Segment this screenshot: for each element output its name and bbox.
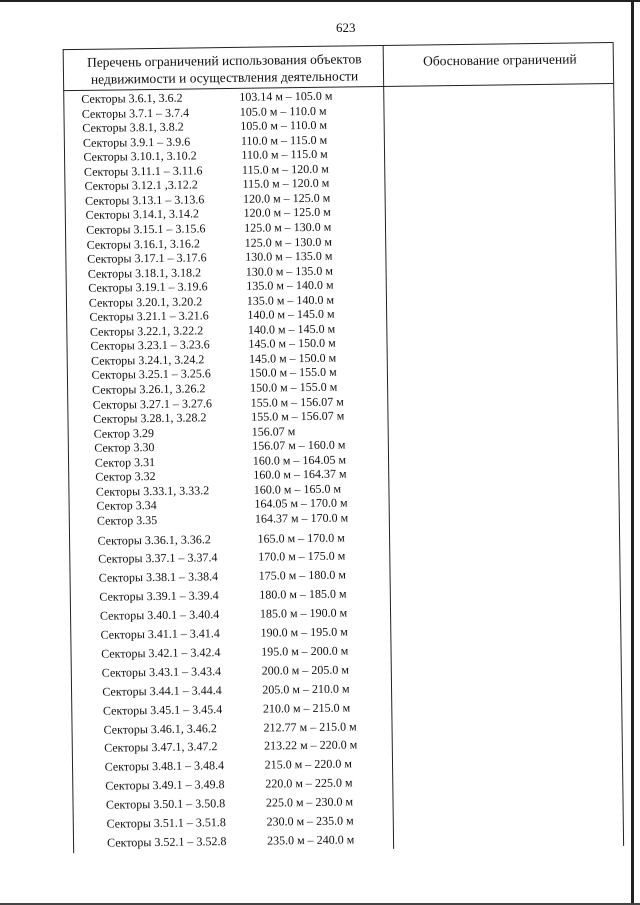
sector-name: Секторы 3.16.1, 3.16.2 xyxy=(86,235,201,252)
height-range: 220.0 м – 225.0 м xyxy=(265,775,353,791)
sector-name: Секторы 3.40.1 – 3.40.4 xyxy=(99,607,220,623)
height-range: 180.0 м – 185.0 м xyxy=(259,586,347,602)
height-range: 175.0 м – 180.0 м xyxy=(258,567,347,583)
sector-name: Секторы 3.25.1 – 3.25.6 xyxy=(91,366,211,383)
sector-name: Секторы 3.36.1, 3.36.2 xyxy=(97,531,211,548)
height-range: 135.0 м – 140.0 м xyxy=(246,277,334,293)
height-range: 230.0 м – 235.0 м xyxy=(266,813,354,829)
sector-name: Секторы 3.8.1, 3.8.2 xyxy=(82,119,184,136)
height-range: 135.0 м – 140.0 м xyxy=(246,292,335,308)
height-range: 125.0 м – 130.0 м xyxy=(244,234,332,250)
height-range: 165.0 м – 170.0 м xyxy=(257,530,345,546)
sector-name: Секторы 3.38.1 – 3.38.4 xyxy=(98,569,219,586)
sector-name: Секторы 3.10.1, 3.10.2 xyxy=(83,148,197,165)
height-range: 210.0 м – 215.0 м xyxy=(262,700,351,716)
header-justification: Обоснование ограничений xyxy=(422,51,577,69)
sector-name: Секторы 3.51.1 – 3.51.8 xyxy=(106,815,226,831)
sector-name: Секторы 3.13.1 – 3.13.6 xyxy=(84,192,205,208)
height-range: 195.0 м – 200.0 м xyxy=(261,643,349,659)
sector-name: Секторы 3.6.1, 3.6.2 xyxy=(81,90,183,106)
sector-name: Сектор 3.30 xyxy=(94,440,155,455)
sector-name: Секторы 3.18.1, 3.18.2 xyxy=(87,264,202,281)
height-range: 164.37 м – 170.0 м xyxy=(254,510,349,526)
sector-name: Секторы 3.27.1 – 3.27.6 xyxy=(92,395,213,412)
sector-name: Секторы 3.42.1 – 3.42.4 xyxy=(101,645,221,661)
height-range: 160.0 м – 164.37 м xyxy=(253,466,347,483)
table-left-border xyxy=(63,49,75,853)
height-range: 130.0 м – 135.0 м xyxy=(245,263,334,279)
sector-name: Секторы 3.11.1 – 3.11.6 xyxy=(83,163,203,179)
height-range: 110.0 м – 115.0 м xyxy=(241,146,328,163)
height-range: 160.0 м – 165.0 м xyxy=(253,481,342,497)
sector-name: Сектор 3.31 xyxy=(94,454,156,470)
height-range: 140.0 м – 145.0 м xyxy=(247,306,335,323)
height-range: 125.0 м – 130.0 м xyxy=(244,219,332,235)
sector-name: Секторы 3.23.1 – 3.23.6 xyxy=(90,337,210,354)
height-range: 205.0 м – 210.0 м xyxy=(262,681,350,697)
height-range: 190.0 м – 195.0 м xyxy=(260,624,348,640)
sector-name: Сектор 3.32 xyxy=(95,469,156,485)
sector-name: Сектор 3.35 xyxy=(96,512,158,528)
sector-name: Секторы 3.49.1 – 3.49.8 xyxy=(105,777,225,793)
sector-name: Секторы 3.28.1, 3.28.2 xyxy=(93,410,207,426)
height-range: 156.07 м – 160.0 м xyxy=(252,437,346,453)
table-right-border xyxy=(613,42,625,846)
height-range: 170.0 м – 175.0 м xyxy=(258,548,346,565)
sector-name: Секторы 3.45.1 – 3.45.4 xyxy=(102,701,223,718)
sector-name: Секторы 3.24.1, 3.24.2 xyxy=(90,352,205,368)
height-range: 200.0 м – 205.0 м xyxy=(261,662,350,678)
sector-name: Секторы 3.12.1 ,3.12.2 xyxy=(84,177,198,194)
table-top-border xyxy=(63,42,613,50)
sector-name: Секторы 3.14.1, 3.14.2 xyxy=(85,206,200,223)
scan-edge-right xyxy=(631,0,634,905)
height-range: 225.0 м – 230.0 м xyxy=(265,794,354,810)
height-range: 212.77 м – 215.0 м xyxy=(263,718,357,735)
sector-name: Секторы 3.43.1 – 3.43.4 xyxy=(101,663,222,680)
header-restrictions-list: Перечень ограничений использования объектов недвижимости и осуществления деятельности xyxy=(86,51,362,87)
sector-name: Секторы 3.48.1 – 3.48.4 xyxy=(104,758,225,774)
height-range: 185.0 м – 190.0 м xyxy=(259,605,348,621)
sector-name: Секторы 3.41.1 – 3.41.4 xyxy=(100,626,220,642)
height-range: 145.0 м – 150.0 м xyxy=(248,350,337,366)
height-range: 130.0 м – 135.0 м xyxy=(245,248,333,264)
sector-name: Секторы 3.7.1 – 3.7.4 xyxy=(81,105,190,121)
sector-name: Секторы 3.22.1, 3.22.2 xyxy=(89,323,204,339)
height-range: 105.0 м – 110.0 м xyxy=(240,117,328,133)
sector-name: Секторы 3.21.1 – 3.21.6 xyxy=(89,308,209,325)
sector-name: Сектор 3.29 xyxy=(93,425,155,441)
sector-name: Секторы 3.50.1 – 3.50.8 xyxy=(105,796,226,812)
sector-name: Сектор 3.34 xyxy=(96,498,157,514)
sector-name: Секторы 3.17.1 – 3.17.6 xyxy=(87,250,207,266)
height-range: 164.05 м – 170.0 м xyxy=(254,495,348,512)
height-range: 215.0 м – 220.0 м xyxy=(264,756,352,772)
height-range: 110.0 м – 115.0 м xyxy=(240,132,328,148)
height-range: 156.07 м xyxy=(251,423,296,439)
page-number: 623 xyxy=(336,20,356,35)
height-range: 120.0 м – 125.0 м xyxy=(242,190,331,206)
sector-name: Секторы 3.44.1 – 3.44.4 xyxy=(102,682,222,699)
height-range: 145.0 м – 150.0 м xyxy=(248,335,336,352)
scan-edge-top xyxy=(0,0,640,2)
height-range: 105.0 м – 110.0 м xyxy=(239,103,327,119)
height-range: 115.0 м – 120.0 м xyxy=(242,176,330,192)
sector-name: Секторы 3.47.1, 3.47.2 xyxy=(104,739,218,756)
sector-name: Секторы 3.9.1 – 3.9.6 xyxy=(82,134,191,150)
height-range: 235.0 м – 240.0 м xyxy=(267,832,355,848)
height-range: 140.0 м – 145.0 м xyxy=(247,321,336,337)
sector-name: Секторы 3.20.1, 3.20.2 xyxy=(88,294,203,310)
height-range: 155.0 м – 156.07 м xyxy=(251,408,345,424)
sector-name: Секторы 3.52.1 – 3.52.8 xyxy=(107,833,227,850)
height-range: 155.0 м – 156.07 м xyxy=(250,394,344,410)
sector-name: Секторы 3.46.1, 3.46.2 xyxy=(103,720,217,737)
height-range: 150.0 м – 155.0 м xyxy=(249,365,337,381)
height-range: 213.22 м – 220.0 м xyxy=(264,737,358,753)
sector-name: Секторы 3.33.1, 3.33.2 xyxy=(95,483,210,499)
sector-name: Секторы 3.19.1 – 3.19.6 xyxy=(88,279,208,296)
sector-name: Секторы 3.26.1, 3.26.2 xyxy=(92,381,206,397)
height-range: 150.0 м – 155.0 м xyxy=(250,379,338,395)
sector-name: Секторы 3.39.1 – 3.39.4 xyxy=(99,588,219,604)
height-range: 160.0 м – 164.05 м xyxy=(252,452,347,468)
column-divider xyxy=(383,45,395,849)
height-range: 103.14 м – 105.0 м xyxy=(239,88,333,104)
height-range: 120.0 м – 125.0 м xyxy=(243,205,331,221)
sector-name: Секторы 3.37.1 – 3.37.4 xyxy=(98,550,218,567)
height-range: 115.0 м – 120.0 м xyxy=(241,161,329,177)
sector-name: Секторы 3.15.1 – 3.15.6 xyxy=(86,221,206,237)
